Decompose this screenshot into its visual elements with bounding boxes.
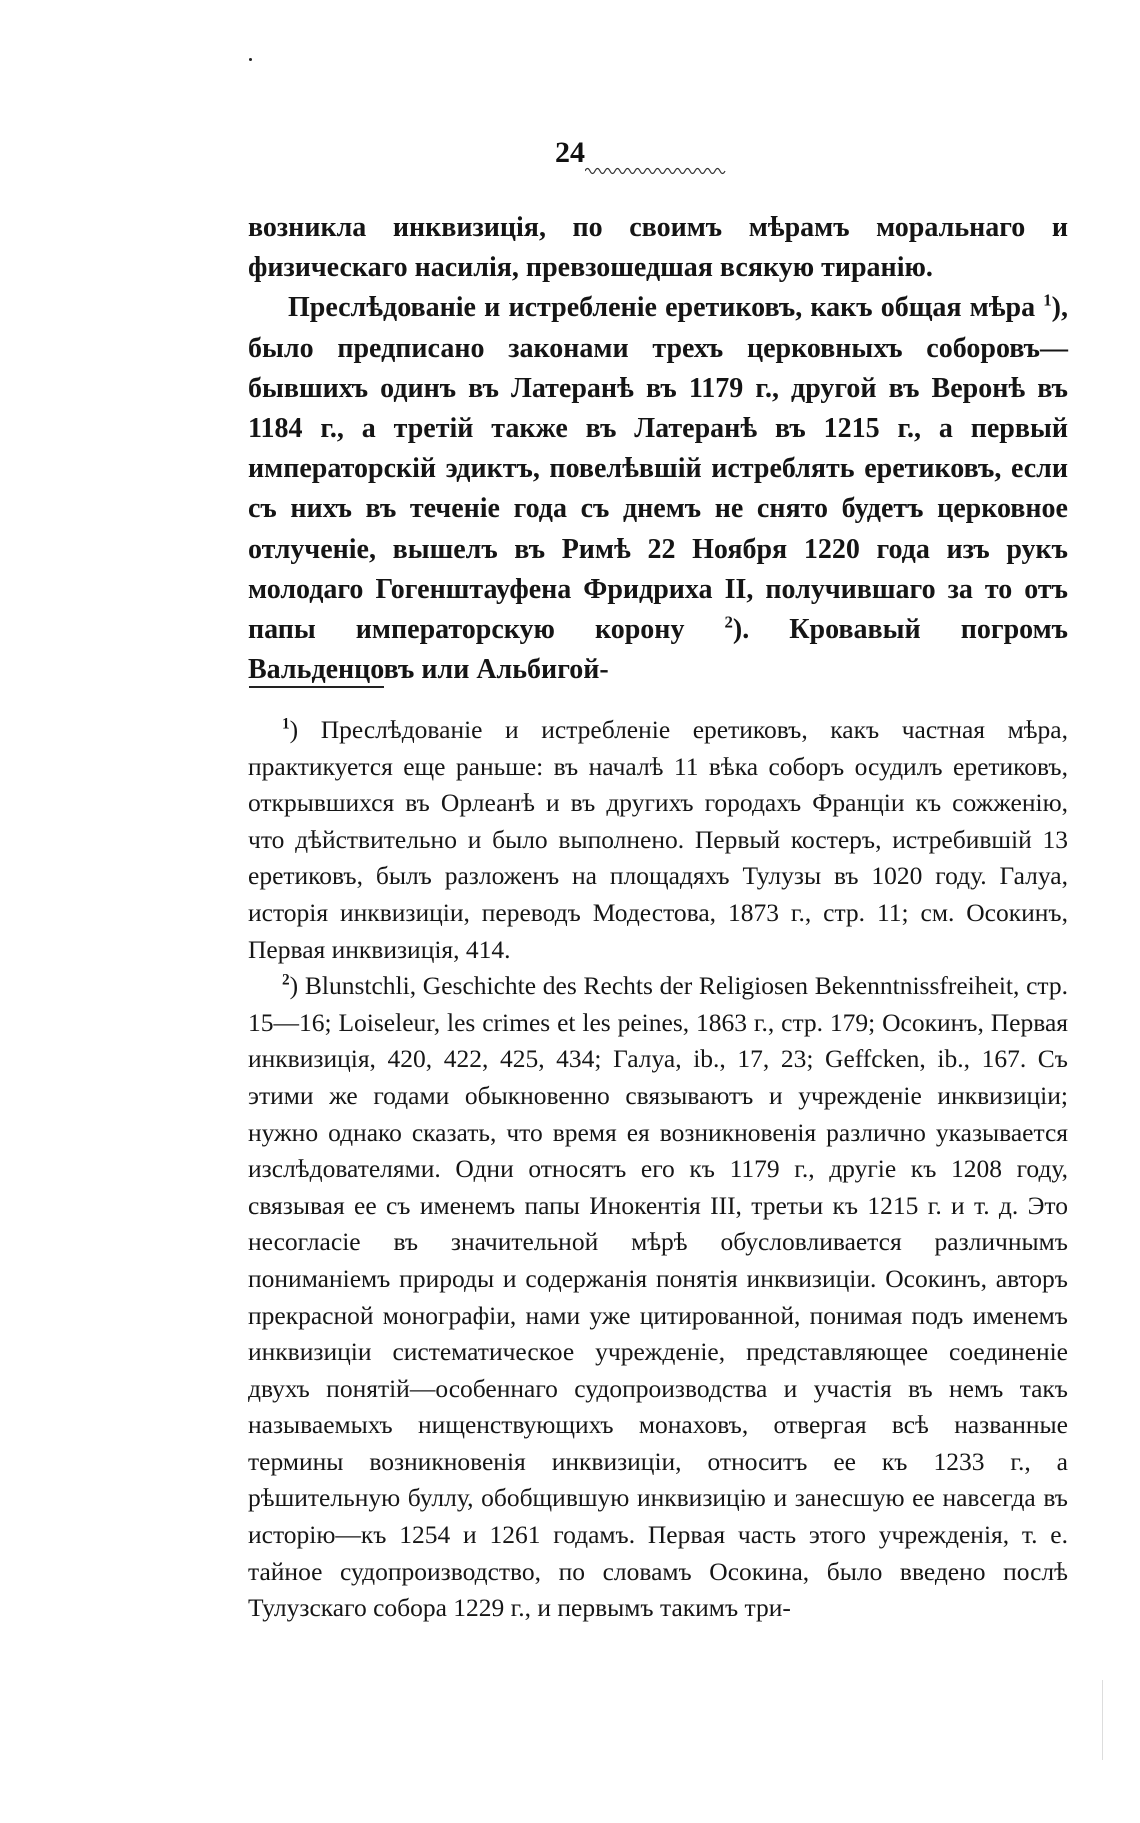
paragraph-2-part-c: ). Кровавый погромъ Вальденцовъ или Альбигой- [248,614,1068,686]
footnote-1-mark: 1 [282,715,290,733]
footnote-ref-2: 2 [724,612,733,632]
footnote-1-text: ) Преслѣдованіе и истребленіе еретиковъ, какъ частная мѣра, практикуется еще раньше: въ началѣ 11 вѣка соборъ осудилъ еретиковъ, открывшихся въ Орлеанѣ и въ другихъ городахъ Франціи къ сожженію, что дѣйствительно и было выполнено. Первый костеръ, истребившій 13 еретиковъ, былъ разложенъ на площадяхъ Тулузы въ 1020 году. Галуа, исторія инквизиціи, переводъ Модестова, 1873 г., стр. 11; см. Осокинъ, Первая инквизиція, 414. [248,715,1068,964]
page-number-ornament [585,166,727,176]
main-text [248,208,1068,690]
paragraph-1: возникла инквизиція, по своимъ мѣрамъ моральнаго и физическаго насилія, превзошедшая всякую тиранію. [248,212,1068,284]
footnote-2-mark: 2 [282,971,290,989]
speck [249,58,252,61]
paragraph-2 [248,288,1068,690]
paragraph-2-part-a: Преслѣдованіе и истребленіе еретиковъ, какъ общая мѣра [288,292,1044,324]
page-header [0,138,1140,168]
page-number: 24 [555,136,585,169]
footnote-separator [249,686,384,688]
page-edge-mark [1102,1680,1103,1760]
footnote-ref-1: 1 [1043,291,1052,311]
paragraph-2-part-b: ), было предписано законами трехъ церковныхъ соборовъ—бывшихъ одинъ въ Латеранѣ въ 1179 г., другой въ Веронѣ въ 1184 г., а третій также въ Латеранѣ въ 1215 г., а первый императорскій эдиктъ, повелѣвшій истреблять еретиковъ, если съ нихъ въ теченіе года съ днемъ не снято будетъ церковное отлученіе, вышелъ въ Римѣ 22 Ноября 1220 года изъ рукъ молодаго Гогенштауфена Фридриха II, получившаго за то отъ папы императорскую корону [248,292,1068,646]
footnote-1 [248,712,1068,968]
footnote-2 [248,968,1068,1627]
footnotes [248,712,1068,1627]
footnote-2-text: ) Blunstchli, Geschichte des Rechts der Religiosen Bekenntnissfreiheit, стр. 15—16; Loiseleur, les crimes et les peines, 1863 г., стр. 179; Осокинъ, Первая инквизиція, 420, 422, 425, 434; Галуа, ib., 17, 23; Geffcken, ib., 167. Съ этими же годами обыкновенно связываютъ и учрежденіе инквизиціи; нужно однако сказать, что время ея возникновенія различно указывается изслѣдователями. Одни относятъ его къ 1179 г., другіе къ 1208 году, связывая ее съ именемъ папы Инокентія III, третьи къ 1215 г. и т. д. Это несогласіе въ значительной мѣрѣ обусловливается различнымъ пониманіемъ природы и содержанія понятія инквизиціи. Осокинъ, авторъ прекрасной монографіи, нами уже цитированной, понимая подъ именемъ инквизиціи систематическое учрежденіе, представляющее соединеніе двухъ понятій—особеннаго судопроизводства и участія въ немъ такъ называемыхъ нищенствующихъ монаховъ, отвергая всѣ названные термины возникновенія инквизиціи, относитъ ее къ 1233 г., а рѣшительную буллу, обобщившую инквизицію и занесшую ее навсегда въ исторію—къ 1254 и 1261 годамъ. Первая часть этого учрежденія, т. е. тайное судопроизводство, по словамъ Осокина, было введено послѣ Тулузскаго собора 1229 г., и первымъ такимъ три- [248,971,1068,1623]
